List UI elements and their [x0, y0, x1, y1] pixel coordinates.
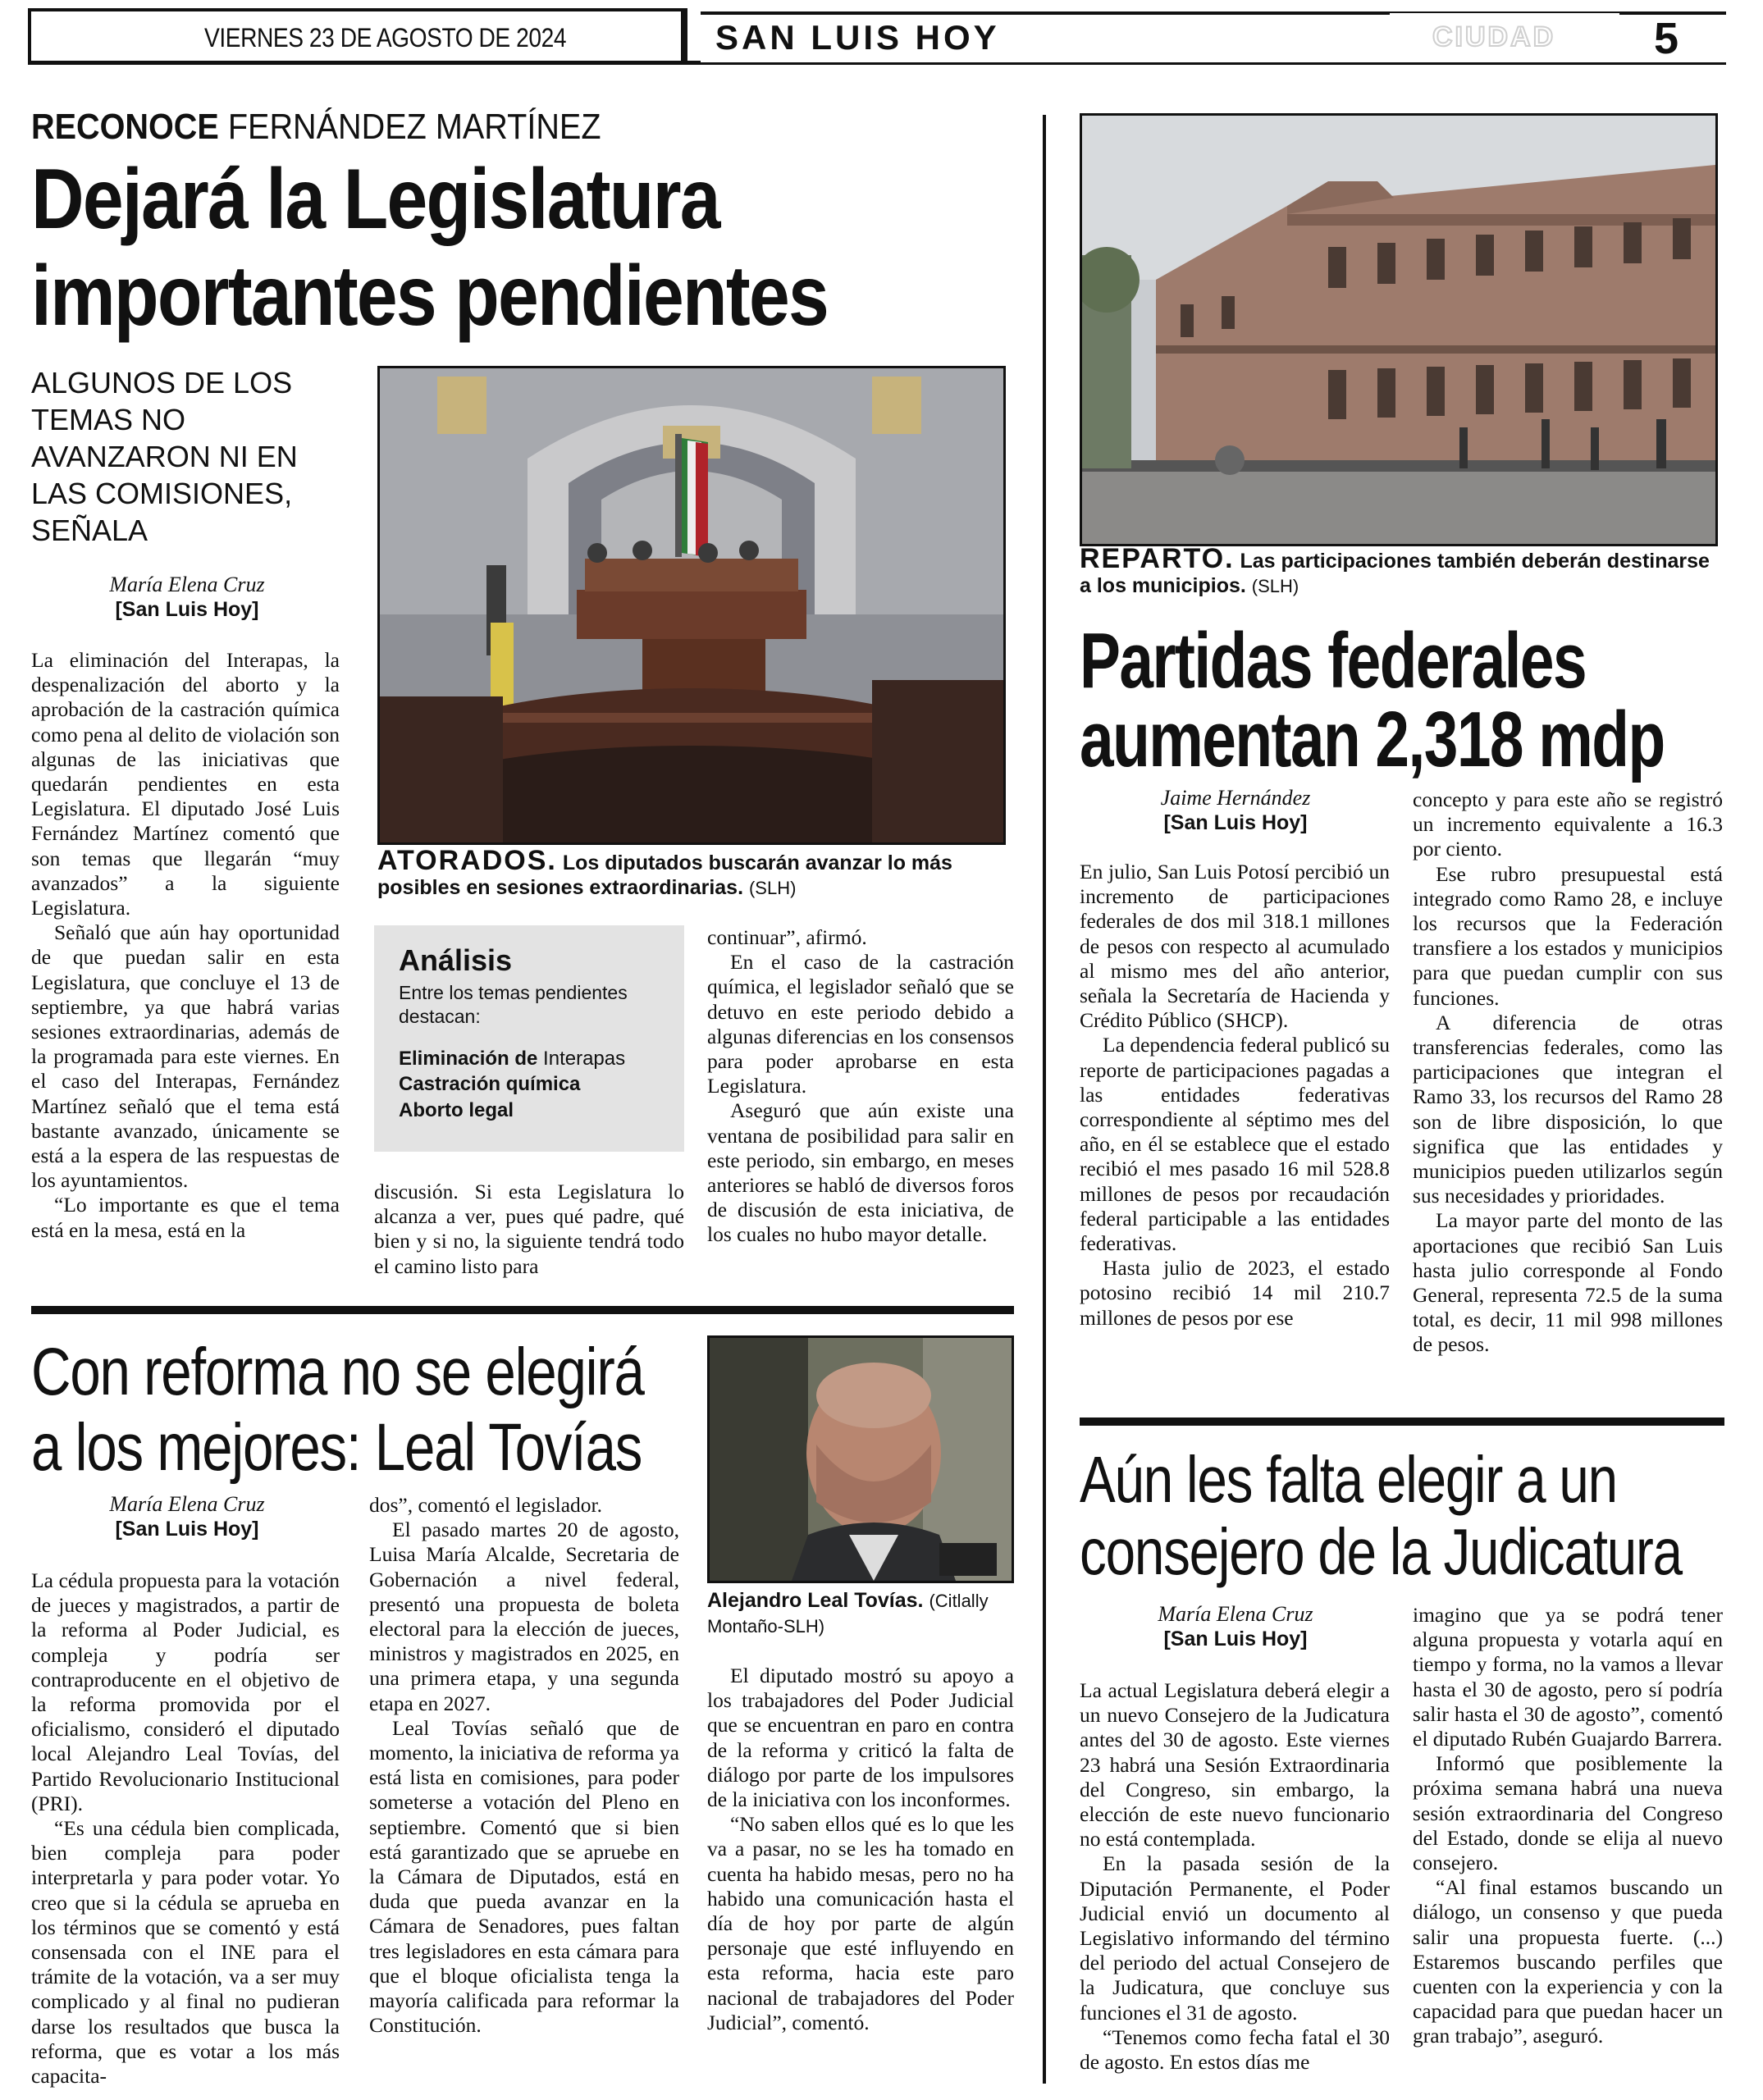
paragraph: Aseguró que aún existe una ventana de posibilidad para salir en este periodo, sin embargo, en meses anteriores se habló de diversos foros de discusión de esta iniciativa, de los cuales no hubo mayor detalle.: [707, 1098, 1014, 1247]
paragraph: discusión. Si esta Legislatura lo alcanza a ver, pues qué padre, qué bien y si no, la siguiente tendrá todo el camino listo para: [374, 1180, 684, 1278]
paragraph: “No saben ellos qué es lo que les va a pasar, no se les ha tomado en cuenta ha habido mesas, pero no ha habido una comunicación hasta el día de hoy por parte de algún personaje que esté influyendo en esta reforma, hacia este paro nacional de trabajadores del Poder Judicial”, comentó.: [707, 1812, 1014, 2034]
story3-column-2: [369, 1493, 679, 2038]
analysis-item-2: Castración química: [399, 1073, 581, 1095]
agency: [San Luis Hoy]: [1163, 1628, 1308, 1650]
story3-column-1: [31, 1568, 340, 2089]
analysis-box: [374, 925, 684, 1152]
analysis-item-1-bold: Eliminación de: [399, 1048, 538, 1070]
analysis-item-1-rest: Interapas: [543, 1048, 626, 1070]
section-name: CIUDAD: [1432, 21, 1556, 52]
byline-story1: [31, 572, 343, 623]
masthead-divider: [681, 8, 687, 64]
portrait-photo: [707, 1335, 1014, 1583]
masthead-top-left-rule: [28, 8, 684, 11]
paragraph: La mayor parte del monto de las aportaciones que recibió San Luis hasta julio corresponde al Fondo General, representa 72.5 de la suma total, es decir, 11 mil 998 millones de pesos.: [1413, 1208, 1723, 1357]
agency: [San Luis Hoy]: [115, 598, 259, 621]
chamber-image: [380, 368, 1003, 842]
agency: [San Luis Hoy]: [115, 1518, 259, 1541]
byline-story2: [1080, 785, 1391, 836]
caption-credit: (SLH): [748, 878, 797, 898]
author: Jaime Hernández: [1160, 786, 1311, 810]
paragraph: dos”, comentó el legislador.: [369, 1493, 602, 1517]
author: María Elena Cruz: [1158, 1602, 1313, 1626]
byline-story4: [1080, 1601, 1391, 1652]
headline-judicatura-2: consejero de la Judicatura: [1080, 1515, 1682, 1588]
paragraph: concepto y para este año se registró un incremento equivalente a 16.3 por ciento.: [1413, 788, 1723, 861]
story1-bottom-rule: [31, 1306, 1014, 1314]
palace-photo-caption: [1080, 543, 1724, 599]
story4-column-2: [1413, 1603, 1723, 2049]
paragraph: “Tenemos como fecha fatal el 30 de agosto. En estos días me: [1080, 2025, 1390, 2075]
paragraph: Leal Tovías señaló que de momento, la iniciativa de reforma ya está lista en comisiones, para poder someterse a votación del Pleno en septiembre. Comentó que si bien está garantizado que se apruebe en la Cámara de Diputados, está en duda que pueda avanzar en la Cámara de Senadores, pues faltan tres legisladores en esta cámara para que el bloque oficialista tenga la mayoría calificada para reformar la Constitución.: [369, 1715, 679, 2038]
headline-judicatura-1: Aún les falta elegir a un: [1080, 1443, 1617, 1516]
caption-lead: ATORADOS.: [377, 845, 557, 876]
paragraph: El diputado mostró su apoyo a los trabajadores del Poder Judicial que se encuentran en paro en contra de la reforma y criticó la falta de diálogo por parte de los impulsores de la iniciativa con los inconformes.: [707, 1664, 1014, 1812]
kicker-rest: FERNÁNDEZ MARTÍNEZ: [227, 107, 601, 147]
deck: ALGUNOS DE LOS TEMAS NO AVANZARON NI EN LAS COMISIONES, SEÑALA: [31, 366, 298, 547]
paragraph: “Es una cédula bien complicada, bien compleja para poder interpretarla y para poder votar. Yo creo que si la cédula se aprueba en los términos que se comentó y está consensada con el INE para el trámite de la votación, va a ser muy complicado y al final no pudieran darse los resultados que busca la reforma, que es votar a los más capacita-: [31, 1816, 340, 2089]
paragraph: El pasado martes 20 de agosto, Luisa María Alcalde, Secretaria de Gobernación a nivel federal, presentó una propuesta de boleta electoral para la elección de jueces, ministros y magistrados en 2025, en una primera etapa, y una segunda etapa en 2027.: [369, 1518, 679, 1715]
headline-line-2: importantes pendientes: [31, 249, 829, 344]
chamber-photo-caption: [377, 845, 1009, 901]
caption-text: Las participaciones también deberán destinarse a los municipios.: [1080, 550, 1710, 597]
paragraph: “Lo importante es que el tema está en la mesa, está en la: [31, 1193, 340, 1242]
story4-column-1: [1080, 1678, 1390, 2075]
agency: [San Luis Hoy]: [1163, 811, 1308, 834]
caption-lead: Alejandro Leal Tovías.: [707, 1589, 924, 1612]
paragraph: La cédula propuesta para la votación de jueces y magistrados, a partir de la reforma al Poder Judicial, es compleja y podría ser contraproducente en el objetivo de la reforma promovida por el oficialismo, consideró el diputado local Alejandro Leal Tovías, del Partido Revolucionario Institucional (PRI).: [31, 1568, 340, 1815]
caption-credit: (SLH): [1251, 576, 1299, 596]
story1-column-3: [707, 925, 1014, 1248]
story1-column-2: [374, 1180, 684, 1279]
paragraph: “Al final estamos buscando un diálogo, un consenso y que pueda salir una propuesta fuerte. (...) Estaremos buscando perfiles que cuenten con la experiencia y con la capacidad para que puedan hacer un gran trabajo”, aseguró.: [1413, 1875, 1723, 2048]
story2-column-2: [1413, 788, 1723, 1358]
paragraph: Hasta julio de 2023, el estado potosino recibió 14 mil 210.7 millones de pesos por ese: [1080, 1256, 1390, 1330]
story3-column-3: [707, 1664, 1014, 2035]
portrait-caption: [707, 1588, 1019, 1639]
headline-reforma-2: a los mejores: Leal Tovías: [31, 1410, 642, 1485]
author: María Elena Cruz: [109, 1492, 265, 1516]
author: María Elena Cruz: [109, 573, 265, 596]
paragraph: Señaló que aún hay oportunidad de que puedan salir en esta Legislatura, que concluye el 13 de septiembre, ya que habrá varias sesiones extraordinarias, además de la programada para este viernes. En el caso del Interapas, Fernández Martínez señaló que el tema está bastante avanzado, únicamente se está a la espera de las respuestas de los ayuntamientos.: [31, 920, 340, 1193]
paragraph: La eliminación del Interapas, la despenalización del aborto y la aprobación de la castración química como pena al delito de violación son algunas de las iniciativas que quedarán pendientes en esta Legislatura. El diputado José Luis Fernández Martínez comentó que son temas que llegarán “muy avanzados” a la siguiente Legislatura.: [31, 648, 340, 920]
paper-name: SAN LUIS HOY: [715, 18, 1000, 57]
story2-bottom-rule: [1080, 1418, 1724, 1426]
paragraph: continuar”, afirmó.: [707, 925, 867, 949]
paragraph: imagino que ya se podrá tener alguna propuesta y votarla aquí en tiempo y forma, no la vamos a llevar hasta el 30 de agosto, pero sí podría salir hasta el 30 de agosto”, comentó el diputado Rubén Guajardo Barrera.: [1413, 1603, 1723, 1751]
analysis-item-1: [399, 1047, 625, 1071]
paragraph: La dependencia federal publicó su reporte de participaciones pagadas a las entidades federativas correspondiente al séptimo mes del año, en él se establece que el estado recibió el mes pasado 16 mil 528.8 millones de pesos por recaudación federal participable a las entidades federativas.: [1080, 1033, 1390, 1256]
story2-column-1: [1080, 860, 1390, 1331]
issue-date: VIERNES 23 DE AGOSTO DE 2024: [204, 23, 567, 52]
masthead-left-bar: [28, 8, 31, 64]
column-divider: [1043, 115, 1046, 2084]
palace-photo: [1080, 113, 1718, 546]
chamber-photo: [377, 366, 1006, 845]
kicker-bold: RECONOCE: [31, 107, 219, 147]
story1-column-1: [31, 648, 340, 1243]
paragraph: En julio, San Luis Potosí percibió un incremento de participaciones federales de dos mil 318.1 millones de pesos con respecto al acumulado al mismo mes del año anterior, señala la Secretaría de Hacienda y Crédito Público (SHCP).: [1080, 860, 1390, 1033]
paragraph: En el caso de la castración química, el legislador señaló que se detuvo en este periodo debido a algunas diferencias en los consensos para poder aprobarse en esta Legislatura.: [707, 950, 1014, 1098]
paragraph: Ese rubro presupuestal está integrado como Ramo 28, e incluye los recursos que la Federación transfiere a los estados y municipios para que puedan cumplir con sus funciones.: [1413, 861, 1723, 1010]
page-number: 5: [1654, 14, 1679, 63]
caption-text: Los diputados buscarán avanzar lo más posibles en sesiones extraordinarias.: [377, 851, 952, 899]
masthead: [28, 8, 1726, 64]
paragraph: Informó que posiblemente la próxima semana habrá una nueva sesión extraordinaria del Congreso del Estado, donde se elija al nuevo consejero.: [1413, 1751, 1723, 1875]
portrait-image: [710, 1338, 1012, 1581]
paragraph: La actual Legislatura deberá elegir a un nuevo Consejero de la Judicatura antes del 30 de agosto. Este viernes 23 habrá una Sesión Extraordinaria del Congreso, sin embargo, la elección de este nuevo funcionario no está contemplada.: [1080, 1678, 1390, 1851]
paragraph: En la pasada sesión de la Diputación Permanente, el Poder Judicial envió un documento al Legislativo informando del término del periodo del actual Consejero de la Judicatura, que concluye sus funciones el 31 de agosto.: [1080, 1851, 1390, 2025]
analysis-item-3: Aborto legal: [399, 1099, 514, 1121]
caption-lead: REPARTO.: [1080, 543, 1235, 574]
headline-partidas-1: Partidas federales: [1080, 617, 1587, 705]
palace-image: [1082, 116, 1715, 544]
byline-story3: [31, 1491, 343, 1542]
headline-line-1: Dejará la Legislatura: [31, 152, 719, 247]
headline-partidas-2: aumentan 2,318 mdp: [1080, 696, 1665, 783]
analysis-title: Análisis: [399, 943, 513, 977]
kicker: [31, 107, 601, 148]
paragraph: A diferencia de otras transferencias federales, como las participaciones que integran el Ramo 33, los recursos del Ramo 28 son de libre disposición, lo que significa que las entidades y municipios pueden utilizarlos según sus necesidades y prioridades.: [1413, 1010, 1723, 1208]
analysis-intro: Entre los temas pendientes destacan:: [399, 982, 628, 1027]
headline-reforma-1: Con reforma no se elegirá: [31, 1335, 644, 1409]
caption-credit: (Citlally Montaño-SLH): [707, 1591, 989, 1637]
